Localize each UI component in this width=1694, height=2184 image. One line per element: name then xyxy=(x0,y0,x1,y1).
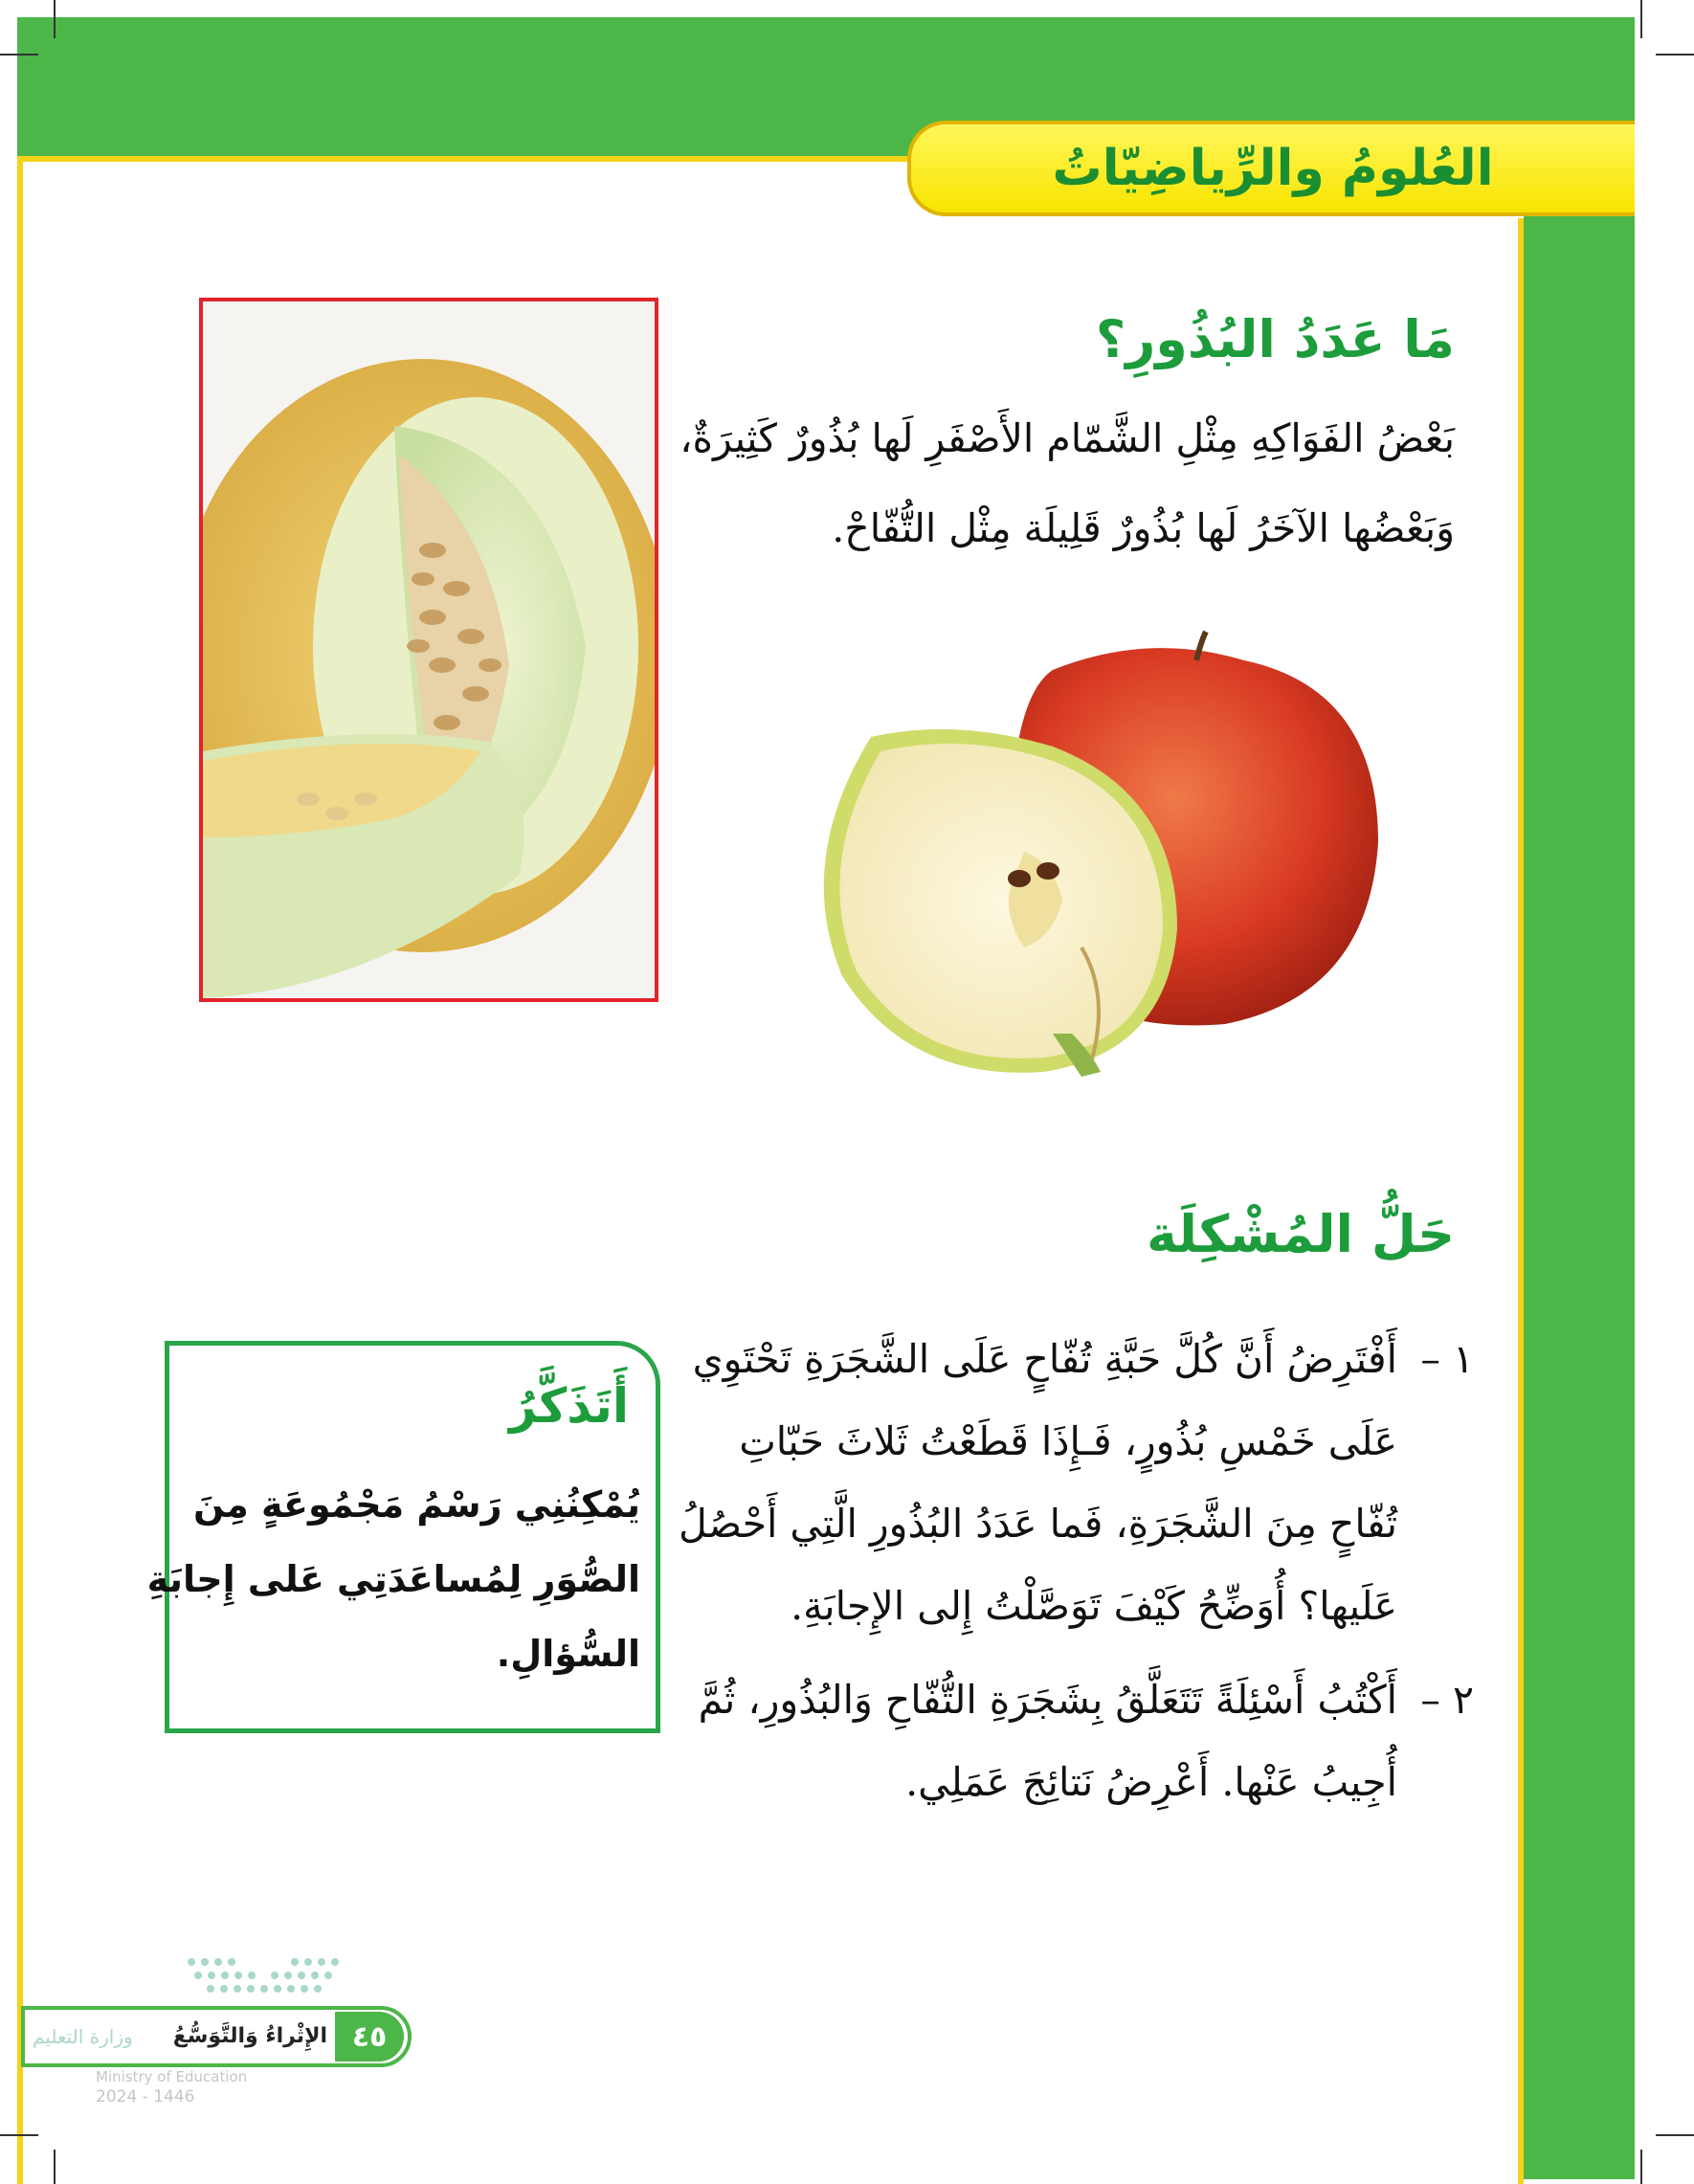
section-heading-seeds: مَا عَدَدُ البُذُورِ؟ xyxy=(1095,309,1455,369)
right-green-band xyxy=(1524,173,1635,2179)
melon-illustration xyxy=(203,301,655,998)
crop-mark xyxy=(1656,2134,1694,2136)
problem-2-line-1: أَكْتُبُ أَسْئِلَةً تَتَعَلَّقُ بِشَجَرَةِ التُّفّاحِ وَالبُذُورِ، ثُمَّ xyxy=(698,1677,1397,1723)
problem-2-number: ٢ – xyxy=(1420,1677,1474,1723)
ministry-watermark-sub: Ministry of Education xyxy=(96,2068,248,2085)
problem-1-number: ١ – xyxy=(1420,1336,1474,1382)
footer-section-label: الإِثْراءُ وَالتَّوَسُّعُ xyxy=(172,2024,327,2048)
page-number: ٤٥ xyxy=(351,2019,388,2054)
remember-line-2: الصُّوَرِ لِمُساعَدَتِي عَلى إِجابَةِ xyxy=(146,1558,640,1600)
intro-line-1: بَعْضُ الفَوَاكِهِ مِثْلِ الشَّمّام الأَصْفَرِ لَها بُذُورٌ كَثِيرَةٌ، xyxy=(680,415,1455,461)
crop-mark xyxy=(1640,2150,1642,2184)
remember-box xyxy=(146,1341,660,1733)
problem-1-line-2: عَلَى خَمْسِ بُذُورٍ، فَـإِذَا قَطَعْتُ ثَلاثَ حَبّاتِ xyxy=(739,1418,1397,1464)
remember-line-1: يُمْكِنُنِي رَسْمُ مَجْمُوعَةٍ مِنَ xyxy=(193,1483,640,1526)
yellow-frame-right xyxy=(1518,218,1524,2184)
ministry-logo-dots xyxy=(182,1952,345,2006)
problem-1-line-1: أَفْتَرِضُ أَنَّ كُلَّ حَبَّةِ تُفّاحٍ عَلَى الشَّجَرَةِ تَحْتَوِي xyxy=(692,1336,1397,1382)
melon-image xyxy=(199,298,658,1002)
crop-mark xyxy=(1656,54,1694,56)
section-heading-problem: حَلُّ المُشْكِلَة xyxy=(1146,1204,1455,1264)
problem-2-line-2: أُجِيبُ عَنْها. أَعْرِضُ نَتائِجَ عَمَلِي. xyxy=(905,1759,1397,1805)
problem-1-line-4: عَلَيها؟ أُوَضِّحُ كَيْفَ تَوَصَّلْتُ إِلى الإِجابَةِ. xyxy=(791,1583,1397,1629)
crop-mark xyxy=(0,2134,38,2136)
crop-mark xyxy=(1640,0,1642,38)
page-footer xyxy=(21,2006,413,2067)
crop-mark xyxy=(0,54,38,56)
ministry-watermark-name: وزارة التعليم xyxy=(33,2025,133,2048)
apple-image xyxy=(766,613,1464,1091)
chapter-title-tab xyxy=(907,121,1635,216)
page-number-badge xyxy=(335,2012,404,2061)
chapter-title: العُلومُ والرِّياضِيّاتُ xyxy=(1052,140,1494,197)
remember-title: أَتَذَكَّرُ xyxy=(509,1378,629,1434)
crop-mark xyxy=(54,2150,56,2184)
crop-mark xyxy=(54,0,56,38)
remember-line-3: السُّؤالِ. xyxy=(496,1633,640,1675)
ministry-watermark-year: 2024 - 1446 xyxy=(96,2087,195,2106)
intro-line-2: وَبَعْضُها الآخَرُ لَها بُذُورٌ قَلِيلَة مِثْل التُّفّاحْ. xyxy=(832,505,1455,551)
problem-1-line-3: تُفّاحٍ مِنَ الشَّجَرَةِ، فَما عَدَدُ البُذُورِ الَّتِي أَحْصُلُ xyxy=(679,1501,1397,1547)
